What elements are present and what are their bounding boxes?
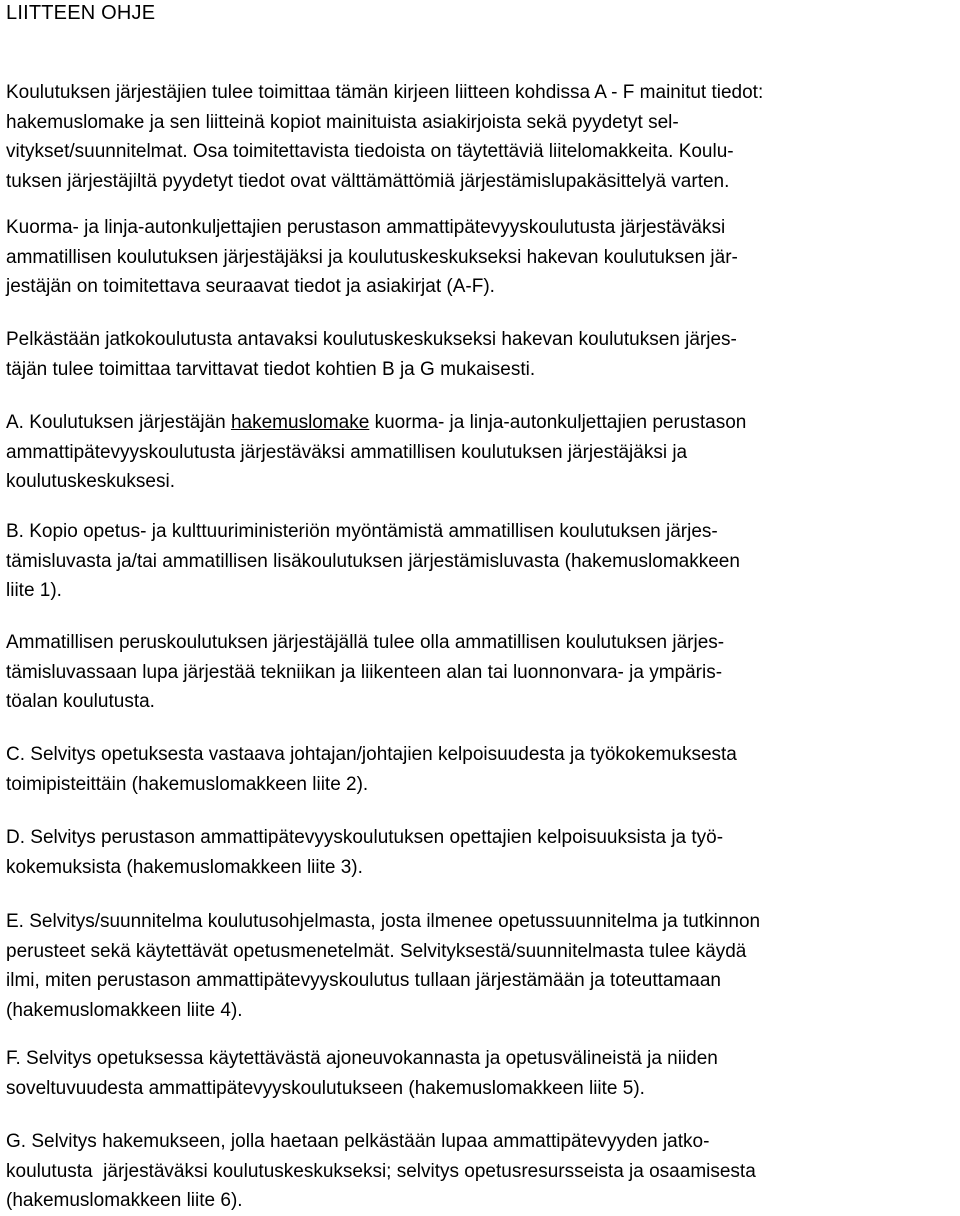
basic-training-paragraph — [6, 213, 958, 302]
text-line: hakemuslomake ja sen liitteinä kopiot mainituista asiakirjoista sekä pyydetyt sel- — [6, 111, 679, 133]
item-f-paragraph — [6, 1044, 958, 1103]
text-line: kokemuksista (hakemuslomakkeen liite 3). — [6, 856, 363, 878]
text-line: ilmi, miten perustason ammattipätevyyskoulutus tullaan järjestämään ja toteuttamaan — [6, 970, 721, 991]
text-line: jestäjän on toimitettava seuraavat tiedot ja asiakirjat (A-F). — [6, 276, 495, 297]
text-line: perusteet sekä käytettävät opetusmenetelmät. Selvityksestä/suunnitelmasta tulee käydä — [6, 940, 747, 962]
text-line: D. Selvitys perustason ammattipätevyyskoulutuksen opettajien kelpoisuuksista ja työ- — [6, 827, 724, 848]
text-line: liite 1). — [6, 580, 62, 601]
text-line: ammatillisen koulutuksen järjestäjäksi ja koulutuskeskukseksi hakevan koulutuksen jär- — [6, 246, 738, 268]
text-line: soveltuvuudesta ammattipätevyyskoulutukseen (hakemuslomakkeen liite 5). — [6, 1077, 645, 1099]
text-line: Pelkästään jatkokoulutusta antavaksi koulutuskeskukseksi hakevan koulutuksen järjes- — [6, 329, 737, 350]
text-line: tämisluvassaan lupa järjestää tekniikan ja liikenteen alan tai luonnonvara- ja ympäris- — [6, 661, 723, 683]
item-d-paragraph — [6, 823, 958, 882]
text-line: Kuorma- ja linja-autonkuljettajien perustason ammattipätevyyskoulutusta järjestäväksi — [6, 217, 726, 238]
text-line: koulutusta järjestäväksi koulutuskeskukseksi; selvitys opetusresursseista ja osaamisesta — [6, 1160, 756, 1182]
text-line: F. Selvitys opetuksessa käytettävästä ajoneuvokannasta ja opetusvälineistä ja niiden — [6, 1048, 718, 1069]
text-line: G. Selvitys hakemukseen, jolla haetaan pelkästään lupaa ammattipätevyyden jatko- — [6, 1131, 710, 1152]
text-line: töalan koulutusta. — [6, 691, 155, 712]
item-a-text: kuorma- ja linja-autonkuljettajien perustason — [369, 412, 747, 433]
item-g-paragraph — [6, 1127, 958, 1216]
text-line: Koulutuksen järjestäjien tulee toimittaa tämän kirjeen liitteen kohdissa A - F mainitut tiedot: — [6, 82, 764, 103]
continuing-training-paragraph — [6, 325, 958, 384]
vocational-license-paragraph — [6, 628, 958, 717]
text-line: Ammatillisen peruskoulutuksen järjestäjällä tulee olla ammatillisen koulutuksen järjes- — [6, 632, 725, 653]
item-a-paragraph — [6, 408, 958, 497]
item-b-paragraph — [6, 517, 958, 606]
text-line: vitykset/suunnitelmat. Osa toimitettavista tiedoista on täytettäviä liitelomakkeita. Koulu- — [6, 141, 734, 162]
application-form-term: hakemuslomake — [230, 412, 370, 433]
text-line: (hakemuslomakkeen liite 4). — [6, 999, 243, 1021]
document-page — [6, 0, 958, 1211]
text-line: tämisluvasta ja/tai ammatillisen lisäkoulutuksen järjestämisluvasta (hakemuslomakkeen — [6, 550, 740, 572]
document-title: LIITTEEN OHJE — [6, 2, 156, 24]
text-line: täjän tulee toimittaa tarvittavat tiedot kohtien B ja G mukaisesti. — [6, 358, 536, 380]
item-e-paragraph — [6, 907, 958, 1025]
text-line: tuksen järjestäjiltä pyydetyt tiedot ovat välttämättömiä järjestämislupakäsittelyä varten. — [6, 170, 730, 192]
text-line: C. Selvitys opetuksesta vastaava johtajan/johtajien kelpoisuudesta ja työkokemuksesta — [6, 744, 737, 765]
text-line — [6, 408, 958, 438]
text-line: B. Kopio opetus- ja kulttuuriministeriön myöntämistä ammatillisen koulutuksen järjes- — [6, 521, 718, 542]
text-line: (hakemuslomakkeen liite 6). — [6, 1190, 243, 1211]
text-line: koulutuskeskuksesi. — [6, 471, 175, 492]
intro-paragraph — [6, 78, 958, 196]
item-a-text: A. Koulutuksen järjestäjän — [6, 412, 231, 433]
text-line: E. Selvitys/suunnitelma koulutusohjelmasta, josta ilmenee opetussuunnitelma ja tutkinnon — [6, 911, 761, 932]
text-line: toimipisteittäin (hakemuslomakkeen liite 2). — [6, 773, 369, 795]
item-c-paragraph — [6, 740, 958, 799]
text-line: ammattipätevyyskoulutusta järjestäväksi ammatillisen koulutuksen järjestäjäksi ja — [6, 441, 688, 463]
